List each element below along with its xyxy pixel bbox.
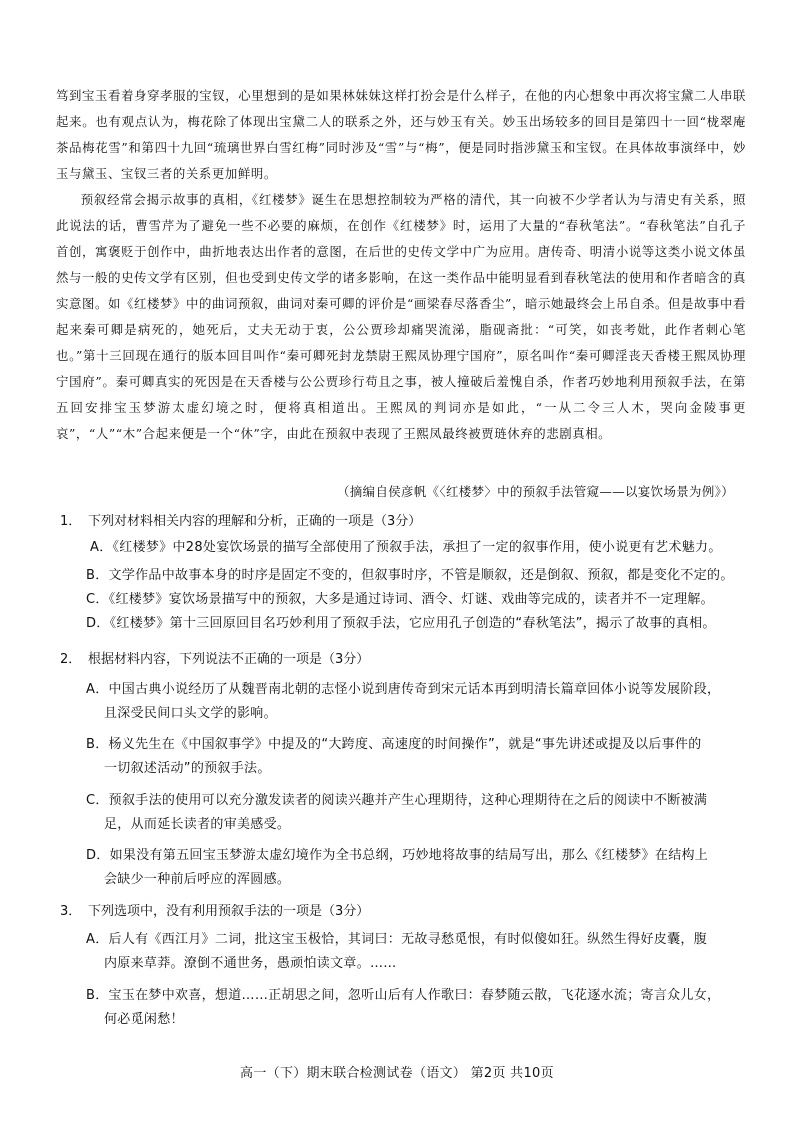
question-1-stem bbox=[60, 512, 750, 532]
option-line: 何必觅闲愁！ bbox=[104, 1012, 184, 1027]
q2-option-a bbox=[86, 678, 746, 726]
q1-option-d: D．《红楼梦》第十三回原回目名巧妙利用了预叙手法，它应用孔子创造的“春秋笔法”，揭示了故事的真相。 bbox=[86, 616, 716, 631]
option-line: 内原来草莽。潦倒不通世务，愚顽怕读文章。…… bbox=[104, 956, 397, 971]
option-line: B．杨义先生在《中国叙事学》中提及的“大跨度、高速度的时间操作”，就是“事先讲述或提及以后事件的 bbox=[86, 737, 702, 752]
passage-paragraph-2: 预叙经常会揭示故事的真相，《红楼梦》诞生在思想控制较为严格的清代，其一向被不少学者认为与清史有关系，照此说法的话，曹雪芹为了避免一些不必要的麻烦，在创作《红楼梦》时，运用了大量的“春秋笔法”。“春秋笔法”自孔子首创，寓褒贬于创作中，曲折地表达出作者的意图，在后世的史传文学中广为应用。唐传奇、明清小说等这类小说文体虽然与一般的史传文学有区别，但也受到史传文学的诸多影响，在这一类作品中能明显看到春秋笔法的使用和作者暗含的真实意图。如《红楼梦》中的曲词预叙，曲词对秦可卿的评价是“画梁春尽落香尘”，暗示她最终会上吊自杀。但是故事中看起来秦可卿是病死的，她死后，丈夫无动于衷，公公贾珍却痛哭流涕，脂砚斋批：“可笑，如丧考妣，此作者刺心笔也。”第十三回现在通行的版本回目叫作“秦可卿死封龙禁尉王熙凤协理宁国府”，原名叫作“秦可卿淫丧天香楼王熙凤协理宁国府”。秦可卿真实的死因是在天香楼与公公贾珍行苟且之事，被人撞破后羞愧自杀，作者巧妙地利用预叙手法，在第五回安排宝玉梦游太虚幻境之时，便将真相道出。王熙凤的判词亦是如此，“一从二令三人木，哭向金陵事更哀”，“人”“木”合起来便是一个“休”字，由此在预叙中表现了王熙凤最终被贾琏休弃的悲剧真相。 bbox=[56, 192, 746, 441]
question-2-stem bbox=[60, 650, 750, 670]
option-line: 一切叙述活动”的预叙手法。 bbox=[104, 761, 271, 776]
q2-option-b bbox=[86, 733, 746, 781]
option-line: 足，从而延长读者的审美感受。 bbox=[104, 817, 291, 832]
question-number: 1． bbox=[60, 514, 82, 529]
option-line: B．宝玉在梦中欢喜，想道……正胡思之间，忽听山后有人作歌曰：春梦随云散，飞花逐水流；寄言众儿女， bbox=[86, 988, 721, 1003]
option-line: A．中国古典小说经历了从魏晋南北朝的志怪小说到唐传奇到宋元话本再到明清长篇章回体小说等发展阶段， bbox=[86, 682, 721, 697]
q1-option-a: A．《红楼梦》中28处宴饮场景的描写全部使用了预叙手法，承担了一定的叙事作用，使小说更有艺术魅力。 bbox=[90, 540, 722, 555]
reading-passage bbox=[56, 83, 746, 447]
q1-option-c: C．《红楼梦》宴饮场景描写中的预叙，大多是通过诗词、酒令、灯谜、戏曲等完成的，读者并不一定理解。 bbox=[86, 592, 714, 607]
q3-option-a bbox=[86, 928, 746, 976]
passage-source: （摘编自侯彦帆《〈红楼梦〉中的预叙手法管窥——以宴饮场景为例》） bbox=[337, 484, 734, 499]
question-text: 下列对材料相关内容的理解和分析，正确的一项是（3分） bbox=[88, 514, 422, 529]
option-line: 会缺少一种前后呼应的浑圆感。 bbox=[104, 872, 291, 887]
question-3-stem bbox=[60, 902, 750, 922]
page-footer: 高一（下）期末联合检测试卷（语文） 第2页 共10页 bbox=[240, 1066, 554, 1081]
option-line: 且深受民间口头文学的影响。 bbox=[104, 706, 277, 721]
question-number: 2． bbox=[60, 652, 82, 667]
question-text: 根据材料内容，下列说法不正确的一项是（3分） bbox=[88, 652, 370, 667]
q2-option-d bbox=[86, 844, 746, 892]
option-line: D．如果没有第五回宝玉梦游太虚幻境作为全书总纲，巧妙地将故事的结局写出，那么《红楼梦》在结构上 bbox=[86, 848, 709, 863]
question-number: 3． bbox=[60, 904, 82, 919]
q1-option-b: B．文学作品中故事本身的时序是固定不变的，但叙事时序，不管是顺叙，还是倒叙、预叙，都是变化不定的。 bbox=[86, 568, 734, 583]
option-line: A．后人有《西江月》二词，批这宝玉极恰，其词曰：无故寻愁觅恨，有时似傻如狂。纵然生得好皮囊，腹 bbox=[86, 932, 707, 947]
option-line: C．预叙手法的使用可以充分激发读者的阅读兴趣并产生心理期待，这种心理期待在之后的阅读中不断被满 bbox=[86, 793, 708, 808]
passage-paragraph-1: 笃到宝玉看着身穿孝服的宝钗，心里想到的是如果林妹妹这样打扮会是什么样子，在他的内心想象中再次将宝黛二人串联起来。也有观点认为，梅花除了体现出宝黛二人的联系之外，还与妙玉有关。妙玉出场较多的回目是第四十一回“栊翠庵茶品梅花雪”和第四十九回“琉璃世界白雪红梅”同时涉及“雪”与“梅”，便是同时指涉黛玉和宝钗。在具体故事演绎中，妙玉与黛玉、宝钗三者的关系更加鲜明。 bbox=[56, 88, 746, 181]
q2-option-c bbox=[86, 789, 746, 837]
q3-option-b bbox=[86, 984, 746, 1032]
question-text: 下列选项中，没有利用预叙手法的一项是（3分） bbox=[88, 904, 370, 919]
